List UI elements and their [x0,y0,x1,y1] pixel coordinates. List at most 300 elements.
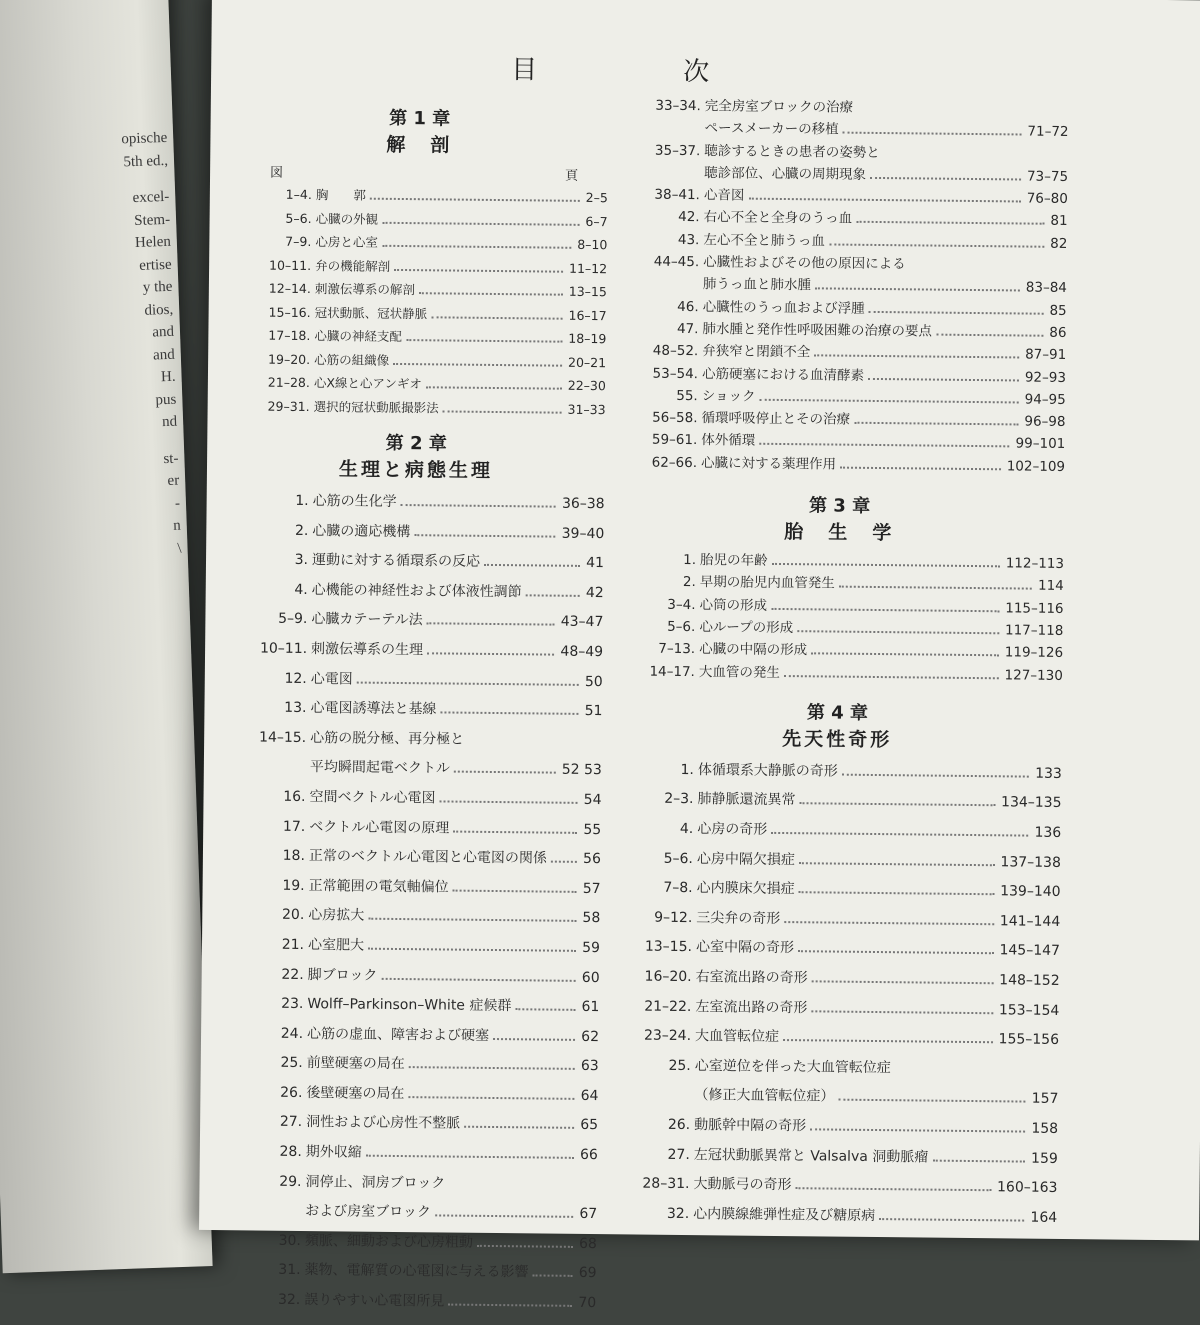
toc-entry [607,1169,1057,1203]
figure-page-header [230,161,608,184]
page-number: 51 [584,703,603,720]
chapter-label: 第 2 章 [385,432,447,455]
entry-title: 左冠状動脈異常と Valsalva 洞動脈瘤 [693,1146,929,1166]
toc-entry [224,723,602,757]
figure-number: 21–28. [267,374,310,391]
page-number: 62 [581,1028,600,1045]
toc-entry [222,900,600,934]
fragment-line: and [152,346,176,363]
entry-title: 胸 郭 [315,187,366,203]
dot-leader [812,980,994,984]
page-number: 50 [584,673,603,690]
figure-number: 1. [683,552,697,569]
entry-title: 誤りやすい心電図所見 [304,1292,445,1310]
toc-entry [615,451,1065,478]
figure-number: 23–24. [643,1027,692,1045]
dot-leader [799,891,995,895]
entry-title: 心房拡大 [308,907,365,924]
figure-number: 2. [294,522,309,539]
dot-leader [870,177,1021,181]
page-title [511,49,711,88]
toc-entry [219,1196,597,1230]
fragment-line: er [167,472,180,490]
toc-entry [220,1078,598,1112]
entry-title: 心臓性のうっ血および浮腫 [702,298,865,317]
page-number: 42 [585,584,604,601]
fragment-line: pus [155,391,177,408]
toc-entry [609,992,1059,1026]
entry-title: ショック [701,388,756,405]
toc-entry [617,250,1067,277]
toc-entry [222,871,600,905]
entry-title: 心筋の脱分極、再分極と [310,729,465,748]
dot-leader [910,268,1061,270]
fragment-line: y the [142,278,173,296]
toc-entry [609,1021,1059,1055]
entry-title: 肺うっ血と肺水腫 [702,276,812,294]
toc-entry [608,1110,1058,1144]
page-number: 70 [578,1294,597,1312]
fragment-line: excel- [132,188,170,207]
entry-title: 心室逆位を伴った大血管転位症 [694,1057,891,1076]
chapter-2-continued-entries [615,94,1069,478]
figure-number: 12–14. [268,280,311,297]
entry-title: 心臓性およびその他の原因による [703,254,906,273]
toc-left-column [218,90,609,1319]
dot-leader [868,377,1019,381]
chapter-label: 第 3 章 [808,495,871,517]
entry-title: 左心不全と肺うっ血 [703,231,825,250]
figure-number: 25. [280,1055,303,1072]
entry-title: 右心不全と全身のうっ血 [703,209,853,228]
dot-leader [448,1304,572,1307]
toc-entry [218,1256,596,1290]
entry-title: 冠状動脈、冠状静脈 [314,304,428,321]
toc-entry [607,1199,1057,1233]
page-number: 65 [580,1117,599,1134]
page-number: 58 [582,910,601,927]
figure-number: 29–31. [267,398,310,414]
toc-entry [224,693,602,727]
dot-leader [895,1072,1053,1074]
page-number: 31–33 [567,401,606,417]
entry-title: 肺水腫と発作性呼吸困難の治療の要点 [702,321,933,340]
toc-entry [220,1137,598,1171]
figure-number: 53–54. [652,365,699,382]
entry-title: 大動脈弓の奇形 [693,1176,792,1194]
fragment-line: ertise [138,256,172,274]
page-number: 60 [581,969,600,986]
dot-leader [443,410,562,413]
entry-title: 早期の胎児内血管発生 [699,574,835,592]
dot-leader [842,773,1029,777]
entry-title: （修正大血管転位症） [694,1087,835,1105]
page-number: 71–72 [1027,123,1069,141]
page-number: 127–130 [1004,666,1063,684]
toc-entry [224,753,602,787]
page-number: 115–116 [1005,599,1064,617]
toc-entry [225,605,603,639]
dot-leader [856,221,1044,225]
page-number: 155–156 [998,1031,1060,1049]
entry-title: 聴診するときの患者の姿勢と [704,142,880,161]
fragment-line: H. [160,368,176,386]
page-number: 137–138 [1000,853,1061,871]
dot-leader [759,443,1009,448]
entry-title: 動脈幹中隔の奇形 [694,1117,807,1135]
figure-number: 17–18. [268,327,311,344]
figure-number: 1. [680,761,694,778]
page-number: 68 [578,1235,597,1252]
page-number: 92–93 [1024,369,1067,386]
toc-right-column [607,94,1069,1233]
page-number: 114 [1037,578,1064,595]
page-number: 48–49 [560,643,604,661]
toc-entry [608,1081,1058,1115]
entry-title: 選択的冠状動脈撮影法 [313,398,439,415]
page-number: 41 [586,555,605,572]
dot-leader [771,832,1028,837]
figure-number: 3. [294,552,309,569]
dot-leader [810,1128,1025,1132]
dot-leader [811,1010,993,1014]
dot-leader [869,311,1044,315]
figure-number: 18. [282,847,306,865]
fragment-line: n [172,517,182,534]
toc-entry [610,962,1060,996]
dot-leader [454,771,556,774]
toc-entry [613,660,1063,687]
entry-title: 心臓カテーテル法 [311,611,423,629]
page-number: 20–21 [567,354,607,370]
figure-number: 59–61. [651,432,698,449]
entry-title: 心臓の適応機構 [312,522,411,540]
dot-leader [453,889,577,892]
figure-number: 47. [676,320,699,338]
entry-title: 心X線と心アンギオ [313,375,423,392]
toc-entry [225,634,603,668]
page-number: 148–152 [999,972,1060,989]
page-number: 8–10 [577,236,608,253]
page-number: 43–47 [560,614,604,631]
page-number: 22–30 [567,377,606,394]
toc-entry [218,1285,596,1319]
toc-entry [221,1019,599,1053]
entry-title: 平均瞬間起電ベクトル [309,759,450,777]
figure-number: 1–4. [285,186,312,203]
figure-number: 3–4. [667,596,696,613]
dot-leader [932,1159,1025,1162]
figure-number: 16. [283,788,306,805]
chapter-title: 胎 生 学 [784,521,895,545]
page-number: 2–5 [585,189,608,206]
figure-number: 38–41. [654,186,700,204]
dot-leader [427,623,555,626]
figure-number: 44–45. [653,253,700,271]
dot-leader [936,334,1043,337]
page-header-label: 頁 [564,168,579,184]
figure-number: 5–9. [278,611,308,628]
figure-number: 62–66. [651,454,698,471]
fragment-line: nd [161,413,178,431]
figure-number: 4. [294,581,308,598]
figure-number: 27. [279,1114,303,1131]
entry-title: ベクトル心電図の原理 [309,818,450,837]
page-number: 66 [579,1146,598,1164]
fragment-line: opische [121,129,168,148]
entry-title: 心筋硬塞における血清酵素 [701,365,865,384]
dot-leader [382,221,579,225]
page-number: 18–19 [568,330,607,347]
page-number: 56 [583,851,602,868]
toc-entry [219,1226,597,1260]
toc-entry [222,930,600,964]
dot-leader [799,862,995,866]
entry-title: Wolff–Parkinson–White 症候群 [307,996,512,1015]
dot-leader [406,339,562,343]
entry-title: 循環呼吸停止とその治療 [701,410,851,428]
toc-entry [219,1167,597,1201]
dot-leader [783,1039,993,1043]
dot-leader [798,951,994,955]
dot-leader [759,399,1018,404]
toc-entry [221,989,599,1023]
figure-number: 56–58. [652,409,698,427]
page-title-char-2: 次 [682,56,712,88]
dot-leader [800,803,996,807]
page-number: 6–7 [585,213,608,229]
figure-number: 28–31. [642,1175,690,1193]
entry-title: 心臓の外観 [315,210,379,227]
entry-title: 心筋の虚血、障害および硬塞 [306,1025,490,1044]
page-number: 55 [583,821,602,838]
dot-leader [464,1126,574,1129]
entry-title: 心臓の神経支配 [314,328,402,345]
page-number: 99–101 [1015,435,1066,453]
page-number: 81 [1050,213,1068,230]
dot-leader [419,292,563,296]
toc-entry [223,782,601,816]
dot-leader [784,675,999,679]
dot-leader [393,362,562,366]
figure-number: 16–20. [644,968,692,986]
page-number: 134–135 [1000,794,1062,812]
dot-leader [493,1038,575,1041]
dot-leader [409,1066,575,1070]
figure-number: 21–22. [644,998,692,1015]
figure-number: 13. [284,699,307,717]
dot-leader [368,918,576,922]
fragment-line: Helen [134,233,172,252]
dot-leader [381,977,575,981]
entry-title: 心電図誘導法と基線 [310,700,437,718]
entry-title: 刺激伝導系の解剖 [314,281,415,298]
figure-number: 7–8. [663,879,693,897]
chapter-title: 先天性奇形 [782,727,893,751]
dot-leader [772,563,1000,567]
page-number: 159 [1030,1150,1058,1167]
figure-number: 25. [668,1057,691,1074]
figure-number: 19. [282,877,305,894]
entry-title: 心筋の組織像 [314,351,390,368]
entry-title: 心臓に対する薬理作用 [700,454,837,473]
toc-entry [223,812,601,846]
entry-title: 心房と心室 [315,234,378,250]
toc-entry [611,785,1061,819]
dot-leader [515,1008,575,1011]
figure-number: 29. [279,1173,302,1190]
figure-number: 10–11. [269,257,312,273]
entry-title: 心ループの形成 [699,619,794,637]
page-number: 139–140 [1000,883,1061,901]
figure-number: 42. [678,209,700,226]
page-number: 82 [1050,235,1068,252]
entry-title: 脚ブロック [307,966,378,984]
page-number: 36–38 [561,495,605,513]
page-number: 157 [1031,1091,1059,1108]
page-number: 73–75 [1026,168,1069,185]
fragment-line: \ [177,540,182,557]
entry-title: 心電図 [310,670,353,688]
entry-title: 刺激伝導系の生理 [311,641,424,659]
figure-number: 24. [280,1025,304,1042]
toc-entry [612,755,1062,789]
toc-entry [222,960,600,994]
toc-entry [611,814,1061,848]
dot-leader [449,1187,591,1188]
dot-leader [815,288,1020,292]
dot-leader [857,112,1063,114]
figure-number: 10–11. [259,640,308,658]
entry-title: 完全房室ブロックの治療 [704,98,854,116]
dot-leader [797,630,999,634]
entry-title: 心臓の中隔の形成 [699,641,808,659]
figure-number: 5–6. [667,618,696,636]
page-number: 76–80 [1026,190,1068,208]
dot-leader [477,1245,573,1248]
toc-entry [226,575,604,609]
page-number: 61 [581,999,600,1016]
figure-number: 2–3. [664,791,694,808]
entry-title: 心室肥大 [307,936,365,954]
figure-number: 33–34. [655,97,701,115]
entry-title: 体外循環 [701,432,756,450]
entry-title: 左室流出路の奇形 [695,998,808,1016]
figure-number: 5–6. [285,210,312,226]
figure-number: 7–9. [285,233,312,250]
previous-page-text-fragments [0,127,188,567]
chapter-1-entries [228,182,608,421]
page-number: 94–95 [1024,391,1066,408]
dot-leader [427,652,554,655]
dot-leader [795,1187,991,1191]
page-number: 141–144 [999,913,1061,930]
dot-leader [426,386,562,389]
figure-number: 22. [281,966,304,983]
dot-leader [366,1155,574,1159]
fragment-line: 5th ed., [123,152,169,170]
entry-title: 体循環系大静脈の奇形 [697,761,838,780]
figure-number: 13–15. [644,938,693,956]
page-number: 54 [583,791,602,809]
toc-entry [610,903,1060,937]
entry-title: 正常のベクトル心電図と心電図の関係 [308,848,548,867]
page-number: 11–12 [568,260,608,276]
chapter-2-entries [218,486,605,1319]
dot-leader [839,586,1032,590]
entry-title: 心内膜線維弾性症及び糖原病 [693,1205,876,1224]
entry-title: 弁狭窄と閉鎖不全 [702,343,811,361]
figure-number: 28. [279,1143,302,1161]
dot-leader [401,504,556,508]
toc-entry [220,1108,598,1142]
figure-number: 35–37. [654,142,701,159]
figure-number: 1. [295,492,309,510]
dot-leader [854,422,1018,426]
entry-title: 三尖弁の奇形 [696,909,781,927]
entry-title: 聴診部位、心臓の周期現象 [704,165,867,183]
figure-number: 2. [682,574,696,591]
dot-leader [370,198,580,202]
figure-number: 14–17. [649,663,695,680]
entry-title: 洞性および心房性不整脈 [306,1114,461,1133]
page-number: 86 [1049,324,1067,341]
figure-number: 23. [281,995,304,1013]
figure-number: 30. [278,1232,301,1249]
entry-title: 心房の奇形 [697,821,768,838]
dot-leader [484,564,580,567]
fragment-line: - [174,495,181,512]
toc-entry [611,844,1061,878]
figure-number: 48–52. [652,342,699,360]
entry-title: 期外収縮 [305,1144,362,1161]
dot-leader [414,534,555,537]
page-number: 85 [1049,302,1067,319]
entry-title: 心筋の生化学 [312,493,397,510]
figure-number: 43. [677,231,700,248]
figure-number: 55. [676,387,698,404]
page-number: 117–118 [1004,622,1064,639]
fragment-line: st- [163,450,179,467]
figure-header-label: 図 [270,165,284,181]
page-number: 112–113 [1005,555,1065,573]
entry-title: 心内膜床欠損症 [696,880,795,898]
page-number: 119–126 [1004,644,1064,662]
fragment-line: dios, [144,301,174,319]
entry-title: ペースメーカーの移植 [704,120,839,138]
toc-entry [610,933,1060,967]
toc-page [199,0,1200,1312]
figure-number: 12. [284,670,307,687]
figure-number: 21. [281,936,305,953]
dot-leader [440,712,578,715]
page-number: 16–17 [568,307,607,323]
dot-leader [884,157,1062,159]
figure-number: 27. [667,1146,690,1163]
entry-title: 心音図 [703,187,745,204]
dot-leader [840,466,1001,470]
chapter-title: 解 剖 [386,133,453,157]
entry-title: 後壁硬塞の局在 [306,1084,405,1102]
entry-title: 胎児の年齢 [699,552,768,569]
dot-leader [784,921,994,925]
figure-number: 26. [280,1084,303,1101]
dot-leader [811,653,999,657]
page-number: 153–154 [998,1001,1060,1019]
dot-leader [440,800,578,803]
page-number: 63 [580,1058,599,1075]
page-number: 67 [579,1206,598,1223]
